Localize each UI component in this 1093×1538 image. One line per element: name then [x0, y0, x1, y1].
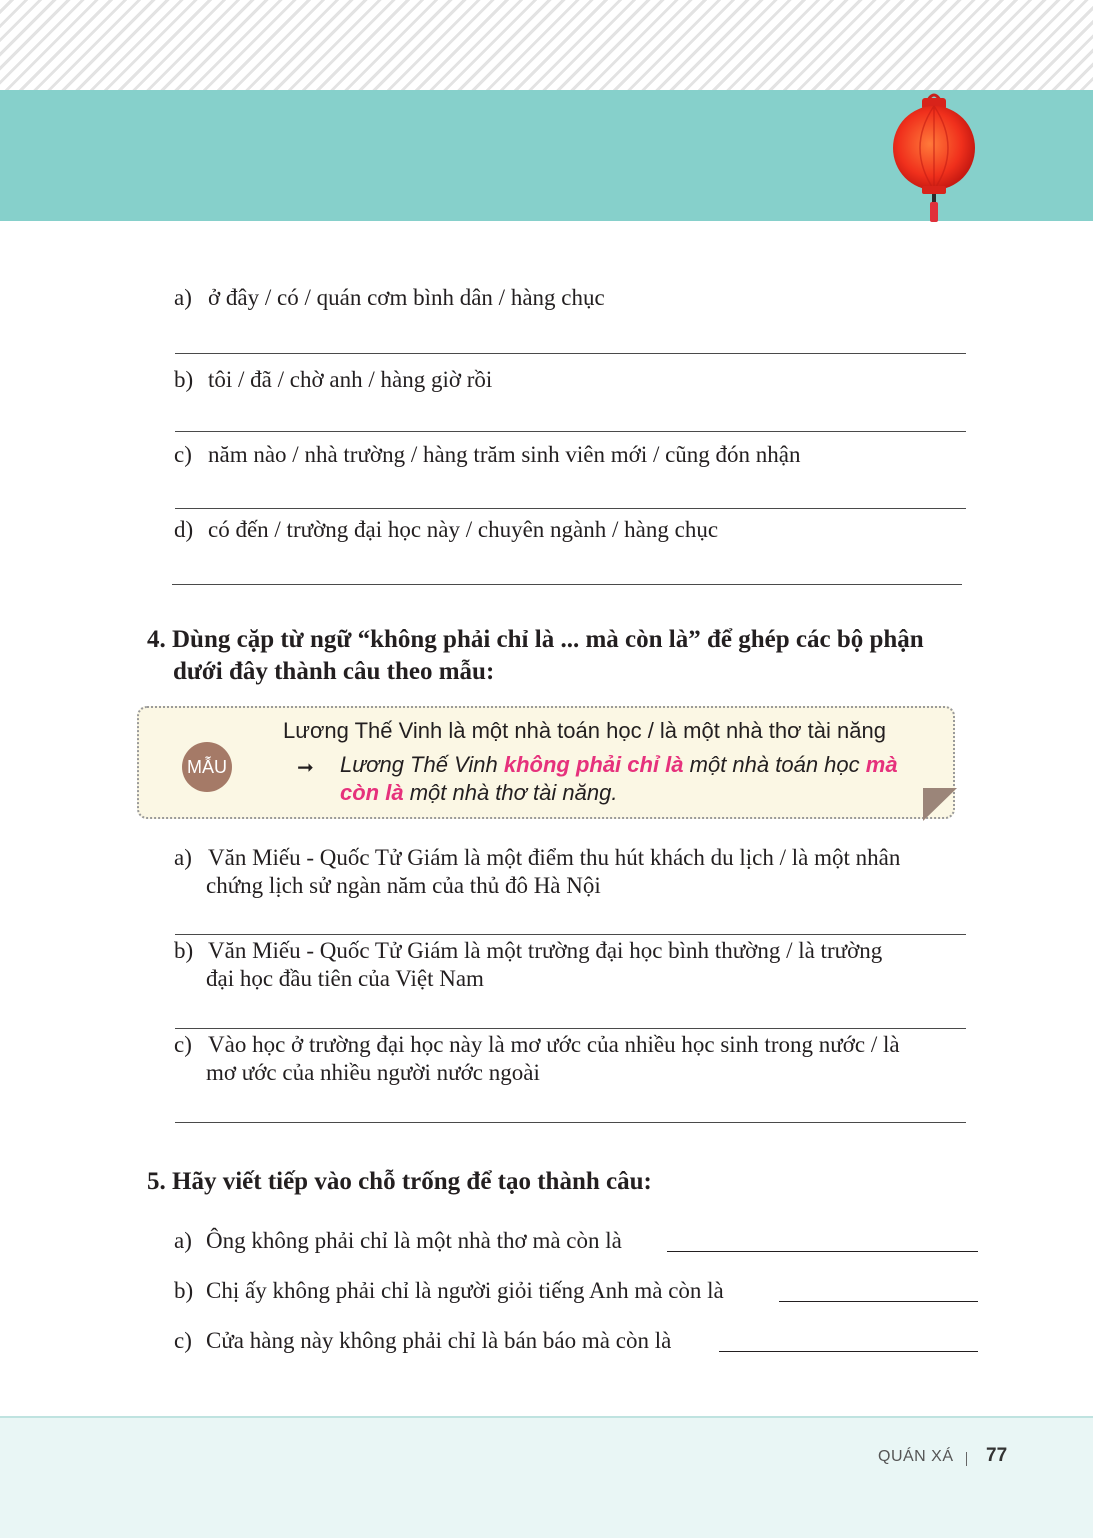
heading-line2: dưới đây thành câu theo mẫu: — [173, 658, 495, 685]
sample-badge: MẪU — [182, 742, 232, 792]
exercise3-item-b — [174, 366, 492, 394]
sample-highlight: mà còn là — [340, 752, 898, 805]
sample-answer — [340, 751, 920, 807]
lantern-icon — [886, 88, 982, 228]
footer-section-title: QUÁN XÁ — [878, 1448, 954, 1465]
exercise5-heading: 5. Hãy viết tiếp vào chỗ trống để tạo thành câu: — [147, 1168, 652, 1195]
answer-line[interactable] — [175, 934, 966, 935]
exercise4-item-b — [174, 937, 882, 993]
item-label: c) — [174, 1328, 192, 1353]
item-label: a) — [174, 285, 192, 310]
sample-answer-text: một nhà toán học — [683, 752, 866, 777]
item-label: a) — [174, 845, 192, 870]
answer-line[interactable] — [175, 508, 966, 509]
sample-answer-text: một nhà thơ tài năng. — [403, 780, 618, 805]
item-text: năm nào / nhà trường / hàng trăm sinh viên mới / cũng đón nhận — [208, 442, 801, 467]
fill-blank[interactable] — [719, 1351, 978, 1352]
exercise3-item-a — [174, 284, 605, 312]
item-text: Văn Miếu - Quốc Tử Giám là một điểm thu hút khách du lịch / là một nhân — [208, 845, 901, 870]
item-text: Cửa hàng này không phải chỉ là bán báo mà còn là — [206, 1328, 672, 1353]
fill-blank[interactable] — [667, 1251, 978, 1252]
item-label: b) — [174, 1278, 194, 1303]
exercise5-item-b — [174, 1277, 724, 1305]
exercise5-item-a — [174, 1227, 622, 1255]
exercise3-item-c — [174, 441, 801, 469]
item-text: Vào học ở trường đại học này là mơ ước của nhiều học sinh trong nước / là — [208, 1032, 900, 1057]
sample-highlight: không phải chỉ là — [503, 752, 684, 777]
item-text: tôi / đã / chờ anh / hàng giờ rồi — [208, 367, 493, 392]
exercise5-item-c — [174, 1327, 671, 1355]
item-label: c) — [174, 442, 192, 467]
answer-line[interactable] — [175, 431, 966, 432]
answer-line[interactable] — [175, 353, 966, 354]
sample-answer-text: Lương Thế Vinh — [340, 752, 504, 777]
answer-line[interactable] — [175, 1122, 966, 1123]
answer-line[interactable] — [175, 1028, 966, 1029]
exercise4-item-a — [174, 844, 900, 900]
item-label: b) — [174, 938, 194, 963]
page-fold-icon — [923, 788, 957, 821]
page-footer — [0, 1416, 1093, 1538]
item-label: c) — [174, 1032, 192, 1057]
fill-blank[interactable] — [779, 1301, 978, 1302]
item-text-continued: mơ ước của nhiều người nước ngoài — [206, 1060, 540, 1085]
item-text: Chị ấy không phải chỉ là người giỏi tiếng Anh mà còn là — [206, 1278, 724, 1303]
item-label: b) — [174, 367, 194, 392]
footer-divider — [966, 1452, 967, 1466]
striped-header — [0, 0, 1093, 90]
item-text: có đến / trường đại học này / chuyên ngành / hàng chục — [208, 517, 719, 542]
item-text-continued: đại học đầu tiên của Việt Nam — [206, 966, 484, 991]
right-arrow-icon: ➞ — [297, 755, 314, 779]
page-number: 77 — [986, 1445, 1008, 1466]
item-label: d) — [174, 517, 194, 542]
exercise4-heading — [147, 624, 924, 688]
answer-line[interactable] — [172, 584, 962, 585]
item-text-continued: chứng lịch sử ngàn năm của thủ đô Hà Nội — [206, 873, 601, 898]
item-text: ở đây / có / quán cơm bình dân / hàng chục — [208, 285, 605, 310]
item-text: Ông không phải chỉ là một nhà thơ mà còn là — [206, 1228, 622, 1253]
sample-prompt: Lương Thế Vinh là một nhà toán học / là một nhà thơ tài năng — [283, 718, 886, 743]
item-label: a) — [174, 1228, 192, 1253]
heading-line1: 4. Dùng cặp từ ngữ “không phải chỉ là ... mà còn là” để ghép các bộ phận — [147, 626, 924, 653]
exercise3-item-d — [174, 516, 718, 544]
item-text: Văn Miếu - Quốc Tử Giám là một trường đại học bình thường / là trường — [208, 938, 883, 963]
exercise4-item-c — [174, 1031, 900, 1087]
